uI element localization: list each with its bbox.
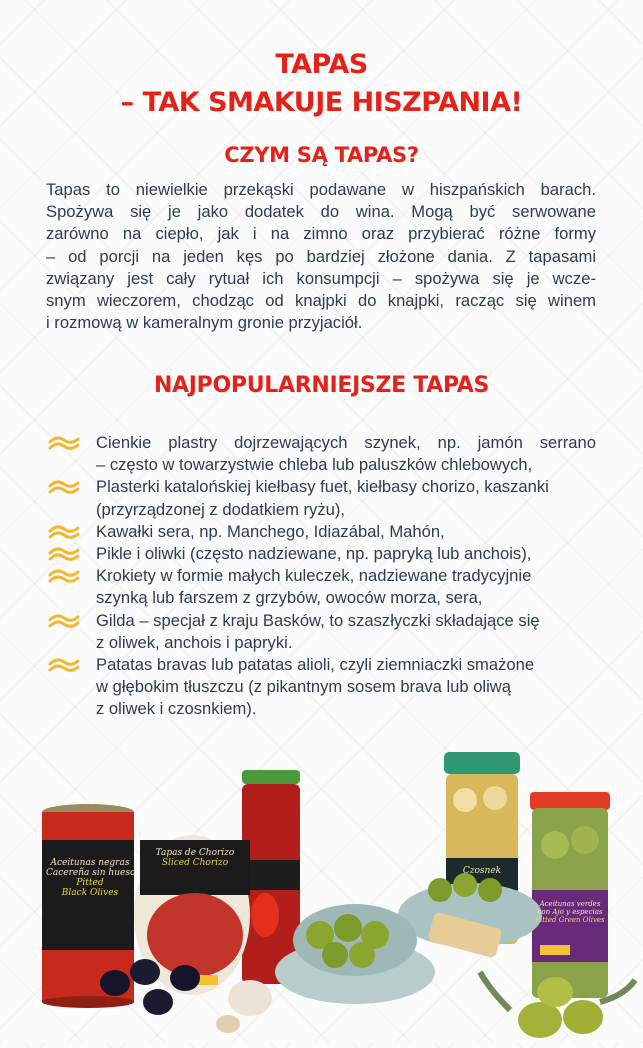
product-photo	[0, 740, 643, 1043]
can-label: Aceitunas negras Cacereña sin hueso Pitted Black Olives	[46, 858, 136, 898]
olive-bowls	[275, 873, 542, 1004]
list-item-line: (przyrządzonej z dodatkiem ryżu),	[96, 499, 345, 519]
list-item	[48, 654, 596, 721]
list-item	[48, 565, 596, 609]
list-item-line: szynką lub farszem z grzybów, owoców morza, sera,	[96, 588, 483, 608]
list-item-line: z oliwek, anchois i papryki.	[96, 632, 293, 652]
heading-what-are-tapas: CZYM SĄ TAPAS?	[224, 143, 419, 167]
wave-bullet-icon	[48, 612, 80, 630]
pepper-jar	[242, 770, 300, 984]
wave-bullet-icon	[48, 478, 80, 496]
intro-line: zarówno na ciepło, jak i na zimno oraz przybierać różne formy	[46, 224, 596, 244]
page-title	[0, 46, 643, 122]
popular-tapas-list	[48, 432, 596, 721]
list-item-line: Pikle i oliwki (często nadziewane, np. papryką lub anchois),	[96, 544, 532, 564]
list-item-line: Patatas bravas lub patatas alioli, czyli ziemniaczki smażone	[96, 655, 535, 675]
wave-bullet-icon	[48, 523, 80, 541]
list-item-line: Krokiety w formie małych kuleczek, nadziewane tradycyjnie	[96, 566, 532, 586]
green-olives-jar	[530, 792, 610, 998]
title-line-2: – TAK SMAKUJE HISZPANIA!	[120, 87, 523, 118]
garlic-bulb	[216, 980, 272, 1033]
intro-line: Tapas to niewielkie przekąski podawane w hiszpańskich barach.	[46, 180, 596, 199]
wave-bullet-icon	[48, 567, 80, 585]
garlic-jar-label: Czosnek	[462, 866, 502, 876]
intro-line: i rozmową w kameralnym gronie przyjaciół.	[46, 313, 363, 333]
list-item	[48, 543, 596, 565]
list-item-line: Plasterki katalońskiej kiełbasy fuet, kiełbasy chorizo, kaszanki	[96, 477, 549, 497]
list-item	[48, 432, 596, 476]
list-item-line: Kawałki sera, np. Manchego, Idiazábal, Mahón,	[96, 521, 445, 541]
list-item-line: Gilda – specjał z kraju Basków, to szaszłyczki składające się	[96, 610, 540, 630]
list-item-line: – często w towarzystwie chleba lub paluszków chlebowych,	[96, 455, 533, 475]
title-line-1: TAPAS	[275, 49, 368, 80]
list-item	[48, 476, 596, 520]
list-item	[48, 610, 596, 654]
intro-line: Spożywa się je jako dodatek do wina. Mogą być serwowane	[46, 202, 596, 222]
loose-green-olives	[480, 972, 635, 1038]
list-item	[48, 521, 596, 543]
list-item-line: w głębokim tłuszczu (z pikantnym sosem brava lub oliwą	[96, 677, 512, 697]
green-olive-label: Aceitunas verdes con Ajo y especias Pitted Green Olives	[535, 900, 605, 924]
wave-bullet-icon	[48, 545, 80, 563]
wave-bullet-icon	[48, 656, 80, 674]
intro-line: snym wieczorem, chodząc od knajpki do knajpki, racząc się winem	[46, 291, 596, 311]
wave-bullet-icon	[48, 434, 80, 452]
intro-paragraph	[46, 179, 596, 334]
list-item-line: Cienkie plastry dojrzewających szynek, np. jamón serrano	[96, 433, 596, 452]
intro-line: – od porcji na jeden kęs po bardziej złożone dania. Z tapasami	[46, 246, 596, 266]
intro-line: związany jest cały rytuał ich konsumpcji – spożywa się je wcze-	[46, 268, 596, 288]
heading-most-popular-tapas: NAJPOPULARNIEJSZE TAPAS	[153, 373, 490, 398]
chorizo-label: Tapas de Chorizo Sliced Chorizo	[155, 848, 235, 868]
list-item-line: z oliwek i czosnkiem).	[96, 699, 257, 719]
